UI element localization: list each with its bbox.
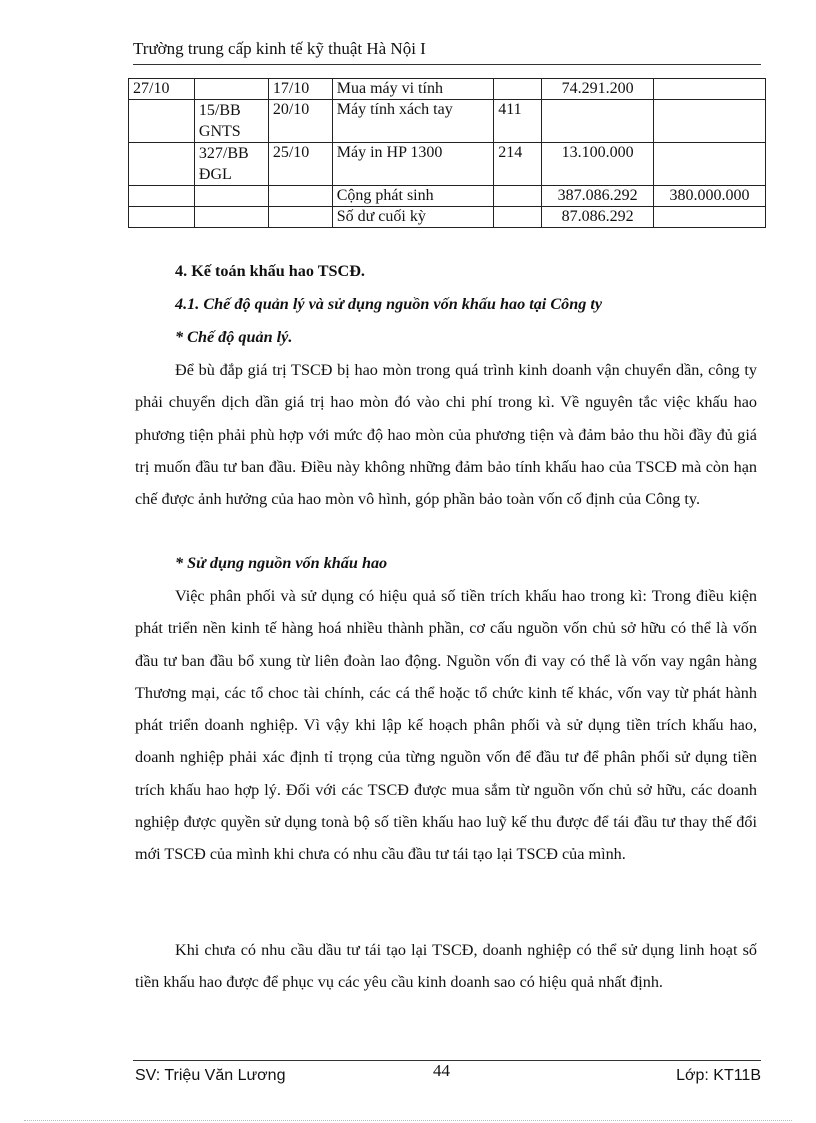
table-cell	[129, 207, 195, 228]
usage-heading: * Sử dụng nguồn vốn khấu hao	[175, 554, 388, 572]
table-cell	[654, 143, 766, 186]
table-row	[129, 143, 766, 186]
table-cell: Mua máy vi tính	[332, 79, 493, 100]
subsection-heading: 4.1. Chế độ quản lý và sử dụng nguồn vốn khấu hao tại Công ty	[175, 295, 603, 313]
table-cell	[654, 207, 766, 228]
table-cell: 87.086.292	[542, 207, 654, 228]
class-code: Lớp: KT11B	[676, 1067, 761, 1084]
table-cell: 380.000.000	[654, 186, 766, 207]
table-row	[129, 207, 766, 228]
table-cell: 20/10	[268, 100, 332, 143]
page-footer	[133, 1060, 761, 1089]
student-name: SV: Triệu Văn Lương	[135, 1067, 286, 1084]
page-header	[133, 38, 761, 65]
table-cell	[194, 186, 268, 207]
table-cell	[494, 207, 542, 228]
paragraph-flexible-use: Khi chưa có nhu cầu dầu tư tái tạo lại TSCĐ, doanh nghiệp có thể sử dụng linh hoạt số tiền khấu hao được để phục vụ các yêu cầu kinh doanh sao có hiệu quả nhất định.	[135, 941, 757, 992]
table-cell: 411	[494, 100, 542, 143]
section-heading: 4. Kế toán khấu hao TSCĐ.	[175, 262, 365, 280]
table-cell: Cộng phát sinh	[332, 186, 493, 207]
table-cell	[494, 186, 542, 207]
table-cell: 387.086.292	[542, 186, 654, 207]
ledger-table	[128, 78, 766, 228]
table-cell: Máy tính xách tay	[332, 100, 493, 143]
table-cell	[654, 79, 766, 100]
management-heading: * Chế độ quản lý.	[175, 328, 293, 346]
table-cell	[654, 100, 766, 143]
table-row	[129, 186, 766, 207]
paragraph-usage: Việc phân phối và sử dụng có hiệu quả số tiền trích khấu hao trong kì: Trong điều kiện phát triển nền kinh tế hàng hoá nhiều thành phần, cơ cấu nguồn vốn chủ sở hữu có thể là vốn đầu tư ban đầu bổ xung từ liên đoàn lao động. Nguồn vốn đi vay có thể là vốn vay ngân hàng Thương mại, các tổ choc tài chính, các cá thể hoặc tổ chức kinh tế khác, vốn vay từ phát hành phát triển doanh nghiệp. Vì vậy khi lập kế hoạch phân phối và sử dụng tiền trích khấu hao, doanh nghiệp phải xác định tỉ trọng của từng nguồn vốn để đầu tư để phân phối sử dụng tiền trích khấu hao hợp lý. Đối với các TSCĐ được mua sắm từ nguồn vốn chủ sở hữu, các doanh nghiệp được quyền sử dụng tonà bộ số tiền khấu hao luỹ kế thu được để tái đầu tư thay thế đổi mới TSCĐ của mình khi chưa có nhu cầu đầu tư tái tạo lại TSCĐ của mình.	[135, 587, 757, 864]
table-cell	[268, 207, 332, 228]
table-cell: 15/BB GNTS	[194, 100, 268, 143]
paragraph-management: Để bù đắp giá trị TSCĐ bị hao mòn trong quá trình kinh doanh vận chuyển dần, công ty phải chuyển dịch dần giá trị hao mòn đó vào chi phí trong kì. Về nguyên tắc việc khấu hao phương tiện phải phù hợp với mức độ hao mòn của phương tiện và đảm bảo thu hồi đầy đủ giá trị muốn đầu tư ban đầu. Điều này không những đảm bảo tính khấu hao của TSCĐ mà còn hạn chế được ảnh hưởng của hao mòn vô hình, góp phần bảo toàn vốn cố định của Công ty.	[135, 361, 757, 509]
table-cell: Số dư cuối kỳ	[332, 207, 493, 228]
table-row	[129, 100, 766, 143]
table-cell	[129, 186, 195, 207]
table-cell	[542, 100, 654, 143]
bottom-divider	[24, 1120, 792, 1121]
table-cell: 25/10	[268, 143, 332, 186]
table-cell: Máy in HP 1300	[332, 143, 493, 186]
table-cell: 13.100.000	[542, 143, 654, 186]
table-cell: 74.291.200	[542, 79, 654, 100]
table-row	[129, 79, 766, 100]
table-cell	[268, 186, 332, 207]
table-cell	[129, 143, 195, 186]
table-cell	[494, 79, 542, 100]
table-cell: 327/BB ĐGL	[194, 143, 268, 186]
table-cell: 214	[494, 143, 542, 186]
table-cell: 17/10	[268, 79, 332, 100]
page-number: 44	[433, 1061, 450, 1080]
table-cell: 27/10	[129, 79, 195, 100]
table-cell	[129, 100, 195, 143]
table-cell	[194, 207, 268, 228]
table-cell	[194, 79, 268, 100]
school-name: Trường trung cấp kinh tế kỹ thuật Hà Nội I	[133, 39, 426, 58]
